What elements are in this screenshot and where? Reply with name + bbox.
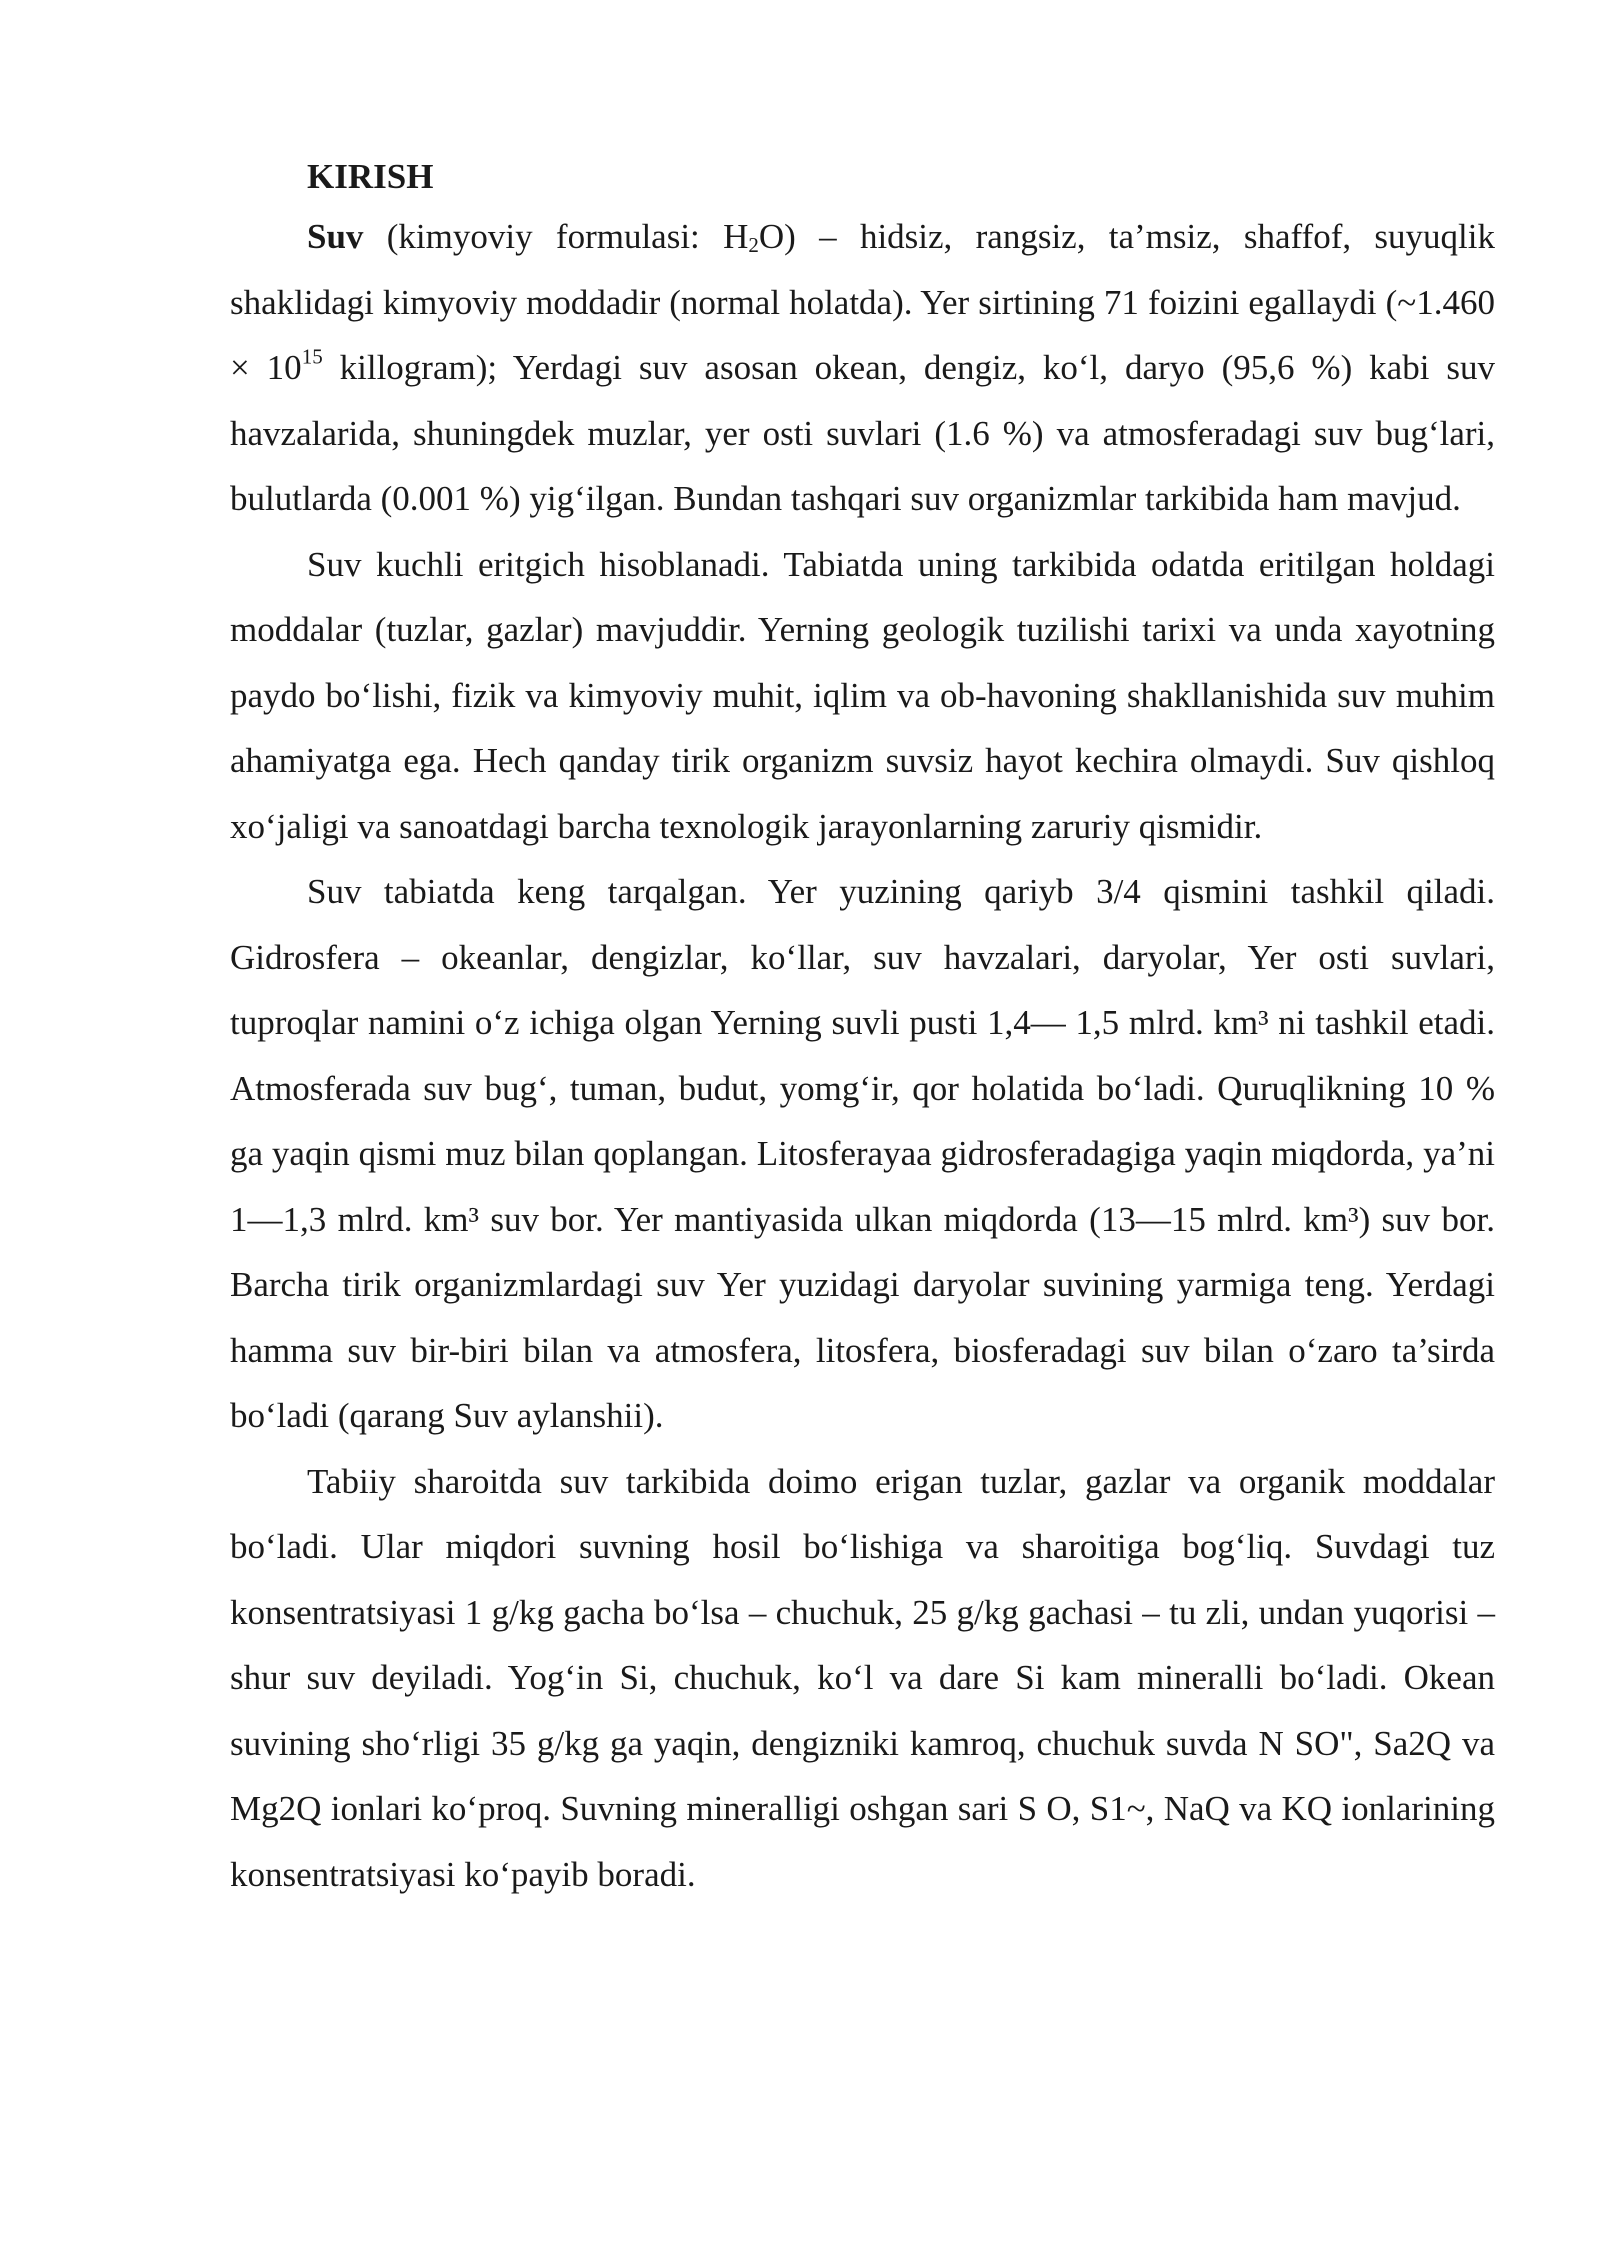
section-heading: KIRISH <box>307 157 434 196</box>
term-suv: Suv <box>307 217 364 256</box>
formula-subscript: 2 <box>748 233 759 258</box>
paragraph-2: Suv kuchli eritgich hisoblanadi. Tabiatda uning tarkibida odatda eritilgan holdagi moddalar (tuzlar, gazlar) mavjuddir. Yerning geologik tuzilishi tarixi va unda xayotning paydo bo‘lishi, fizik va kimyoviy muhit, iqlim va ob-havoning shakllanishida suv muhim ahamiyatga ega. Hech qanday tirik organizm suvsiz hayot kechira olmaydi. Suv qishloq xo‘jaligi va sanoatdagi barcha texnologik jarayonlarning zaruriy qismidir. <box>230 544 1495 846</box>
formula-intro: (kimyoviy formulasi: H <box>363 217 749 256</box>
paragraph-1-text-a: O) – hidsiz, rangsiz, ta’msiz, shaffof, suyuqlik shaklidagi kimyoviy moddadir (normal holatda). Yer sirtining 71 foizini egallaydi (~1.460 × 10 <box>230 217 1495 387</box>
paragraph-4: Tabiiy sharoitda suv tarkibida doimo erigan tuzlar, gazlar va organik moddalar bo‘ladi. Ular miqdori suvning hosil bo‘lishiga va sharoitiga bog‘liq. Suvdagi tuz konsentratsiyasi 1 g/kg gacha bo‘lsa – chuchuk, 25 g/kg gachasi – tu zli, undan yuqorisi – shur suv deyiladi. Yog‘in Si, chuchuk, ko‘l va dare Si kam mineralli bo‘ladi. Okean suvining sho‘rligi 35 g/kg ga yaqin, dengizniki kamroq, chuchuk suvda N SO", Sa2Q va Mg2Q ionlari ko‘proq. Suvning mineralligi oshgan sari S O, S1~, NaQ va KQ ionlarining konsentratsiyasi ko‘payib boradi. <box>230 1461 1495 1894</box>
paragraph-1-text-b: killogram); Yerdagi suv asosan okean, dengiz, ko‘l, daryo (95,6 %) kabi suv havzalarida, shuningdek muzlar, yer osti suvlari (1.6 %) va atmosferadagi suv bug‘lari, bulutlarda (0.001 %) yig‘ilgan. Bundan tashqari suv organizmlar tarkibida ham mavjud. <box>230 348 1495 518</box>
paragraph-1 <box>230 204 1495 532</box>
paragraph-3: Suv tabiatda keng tarqalgan. Yer yuzining qariyb 3/4 qismini tashkil qiladi. Gidrosfera – okeanlar, dengizlar, ko‘llar, suv havzalari, daryolar, Yer osti suvlari, tuproqlar namini o‘z ichiga olgan Yerning suvli pusti 1,4— 1,5 mlrd. km³ ni tashkil etadi. Atmosferada suv bug‘, tuman, budut, yomg‘ir, qor holatida bo‘ladi. Quruqlikning 10 % ga yaqin qismi muz bilan qoplangan. Litosferayaa gidrosferadagiga yaqin miqdorda, ya’ni 1—1,3 mlrd. km³ suv bor. Yer mantiyasida ulkan miqdorda (13—15 mlrd. km³) suv bor. Barcha tirik organizmlardagi suv Yer yuzidagi daryolar suvining yarmiga teng. Yerdagi hamma suv bir-biri bilan va atmosfera, litosfera, biosferadagi suv bilan o‘zaro ta’sirda bo‘ladi (qarang Suv aylanshii). <box>230 872 1495 1435</box>
exponent: 15 <box>301 344 323 369</box>
document-body <box>230 150 1495 1907</box>
